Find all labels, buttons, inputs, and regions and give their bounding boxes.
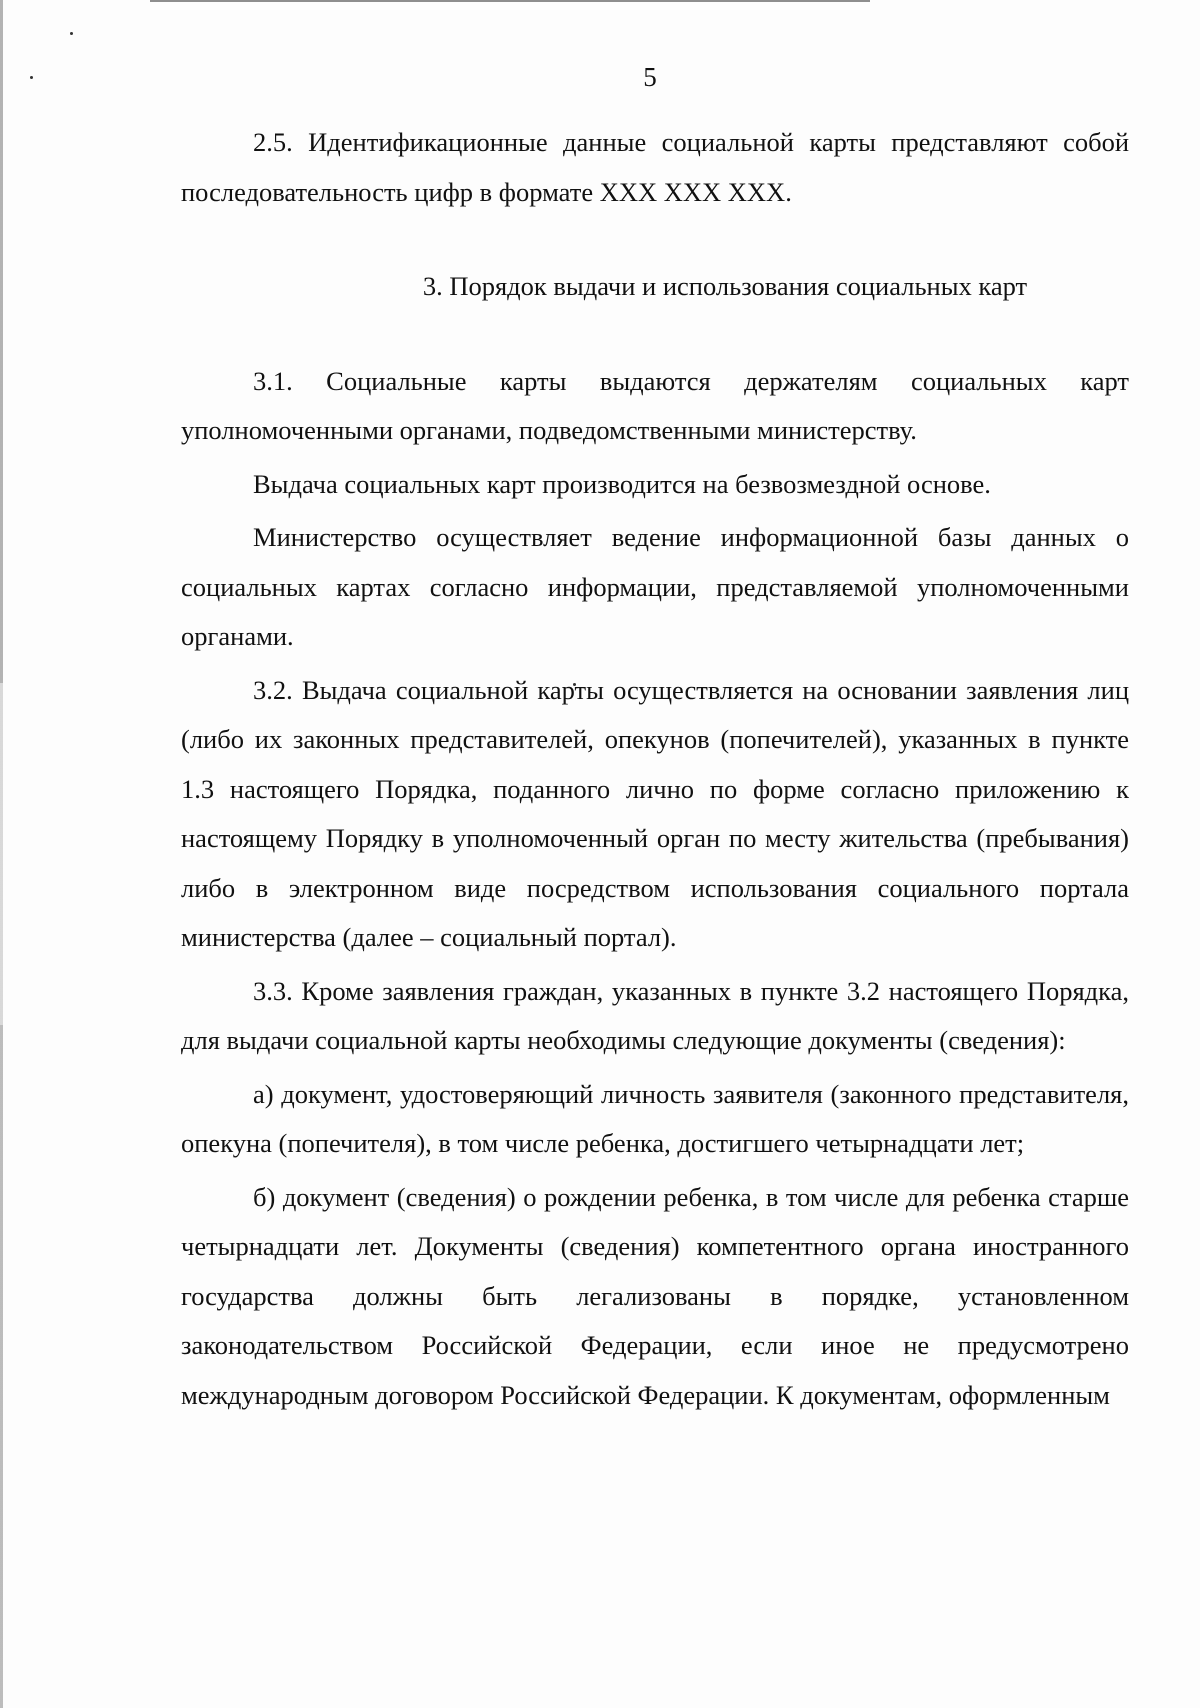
scan-top-rule [150, 0, 870, 2]
paragraph-3-3: 3.3. Кроме заявления граждан, указанных в пункте 3.2 настоящего Порядка, для выдачи социальной карты необходимы следующие документы (сведения): [181, 975, 1129, 1055]
section-heading: 3. Порядок выдачи и использования социальных карт [422, 271, 1028, 301]
paragraph-3-1-free-issue: Выдача социальных карт производится на безвозмездной основе. [253, 468, 991, 499]
paragraph-3-3-a: а) документ, удостоверяющий личность заявителя (законного представителя, опекуна (попечителя), в том числе ребенка, достигшего четырнадцати лет; [181, 1078, 1129, 1158]
paragraph-2-5: 2.5. Идентификационные данные социальной карты представляют собой последовательность цифр в формате ХХХ ХХХ ХХХ. [181, 127, 1129, 207]
scan-speck [70, 32, 73, 35]
scan-edge-shadow [0, 0, 3, 1708]
paragraph-3-3-b: б) документ (сведения) о рождении ребенка, в том числе для ребенка старше четырнадцати лет. Документы (сведения) компетентного органа иностранного государства должны быть легализованы в порядке, установленном законодательством Российской Федерации, если иное не предусмотрено международным договором Российской Федерации. К документам, оформленным [181, 1181, 1129, 1410]
paragraph-3-1: 3.1. Социальные карты выдаются держателям социальных карт уполномоченными органами, подведомственными министерству. [181, 365, 1129, 445]
document-body [181, 118, 1129, 1420]
paragraph-3-1-database: Министерство осуществляет ведение информационной базы данных о социальных картах согласно информации, представляемой уполномоченными органами. [181, 522, 1129, 651]
page-number: 5 [643, 62, 657, 92]
paragraph-3-2: 3.2. Выдача социальной карты осуществляется на основании заявления лиц (либо их законных представителей, опекунов (попечителей), указанных в пункте 1.3 настоящего Порядка, поданного лично по форме согласно приложению к настоящему Порядку в уполномоченный орган по месту жительства (пребывания) либо в электронном виде посредством использования социального портала министерства (далее – социальный портал). [181, 674, 1129, 952]
